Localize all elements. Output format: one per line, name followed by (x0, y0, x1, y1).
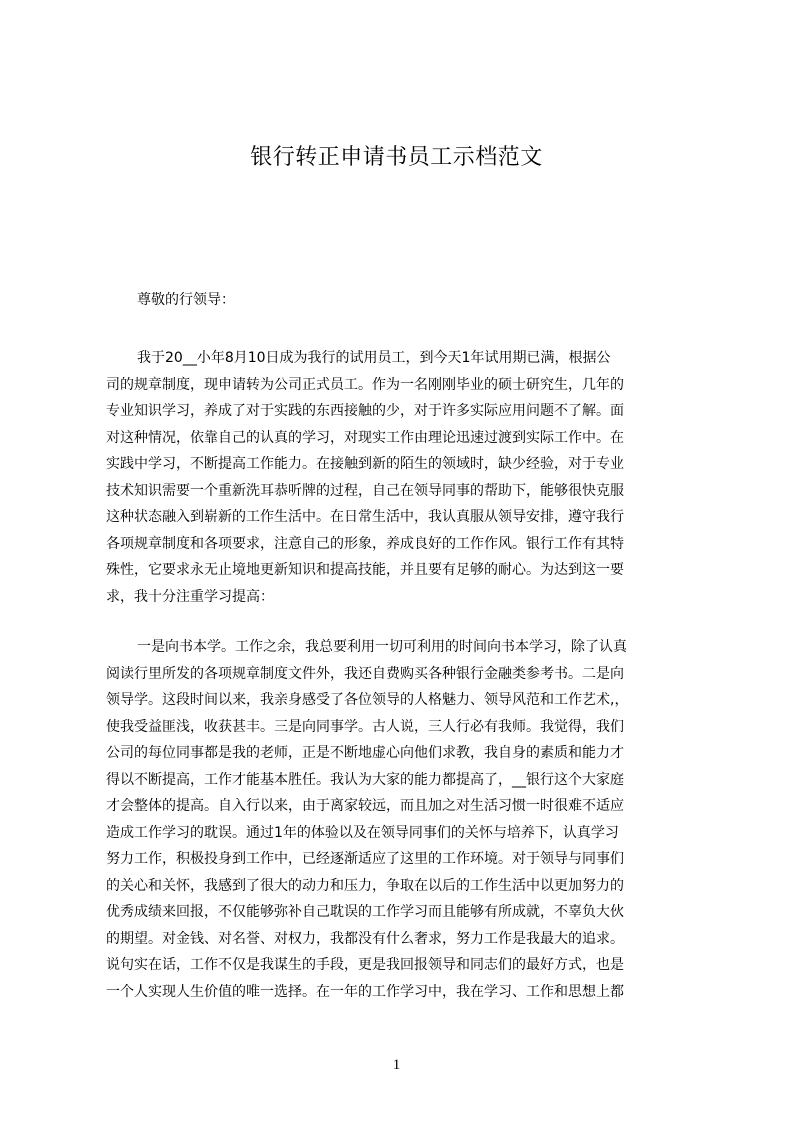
paragraph-line: 使我受益匪浅，收获甚丰。三是向同事学。古人说，三人行必有我师。我觉得，我们 (106, 718, 624, 735)
paragraph-line: 对这种情况，依靠自己的认真的学习，对现实工作由理论迅速过渡到实际工作中。在 (106, 429, 624, 446)
paragraph-line: 公司的每位同事都是我的老师，正是不断地虚心向他们求教，我自身的素质和能力才 (106, 745, 624, 761)
paragraph-line: 领导学。这段时间以来，我亲身感受了各位领导的人格魅力、领导风范和工作艺术,， (106, 692, 629, 708)
salutation: 尊敬的行领导： (137, 292, 235, 308)
page-number: 1 (392, 1057, 401, 1073)
paragraph-line: 努力工作，积极投身到工作中，已经逐渐适应了这里的工作环境。对于领导与同事们 (106, 851, 624, 867)
paragraph-line: 这种状态融入到崭新的工作生活中。在日常生活中，我认真服从领导安排，遵守我行 (106, 509, 624, 525)
paragraph-2 (106, 634, 700, 1005)
paragraph-line: 才会整体的提高。自入行以来，由于离家较远，而且加之对生活习惯一时很难不适应 (106, 798, 624, 814)
paragraph-line: 说句实在话，工作不仅是我谋生的手段，更是我回报领导和同志们的最好方式，也是 (106, 957, 624, 973)
paragraph-line: 阅读行里所发的各项规章制度文件外，我还自费购买各种银行金融类参考书。二是向 (106, 665, 624, 682)
paragraph-line: 的关心和关怀，我感到了很大的动力和压力，争取在以后的工作生活中以更加努力的 (106, 877, 624, 894)
paragraph-line: 造成工作学习的耽误。通过1年的体验以及在领导同事们的关怀与培养下，认真学习 (106, 824, 619, 841)
paragraph-line: 得以不断提高，工作才能基本胜任。我认为大家的能力都提高了，__银行这个大家庭 (106, 771, 624, 788)
paragraph-line: 我于20__小年8月10日成为我行的试用员工，到今天1年试用期已满，根据公 (137, 350, 611, 366)
paragraph-line: 一个人实现人生价值的唯一选择。在一年的工作学习中，我在学习、工作和思想上都 (106, 983, 624, 1000)
paragraph-line: 的期望。对金钱、对名誉、对权力，我都没有什么奢求，努力工作是我最大的追求。 (106, 930, 624, 947)
paragraph-line: 殊性，它要求永无止境地更新知识和提高技能，并且要有足够的耐心。为达到这一要 (106, 562, 624, 578)
paragraph-line: 司的规章制度，现申请转为公司正式员工。作为一名刚刚毕业的硕士研究生，几年的 (106, 376, 624, 393)
paragraph-line: 优秀成绩来回报，不仅能够弥补自己耽误的工作学习而且能够有所成就，不辜负大伙 (106, 904, 624, 920)
paragraph-1 (106, 345, 700, 610)
paragraph-line: 实践中学习，不断提高工作能力。在接触到新的陌生的领域时，缺少经验，对于专业 (106, 456, 624, 472)
paragraph-line: 专业知识学习，养成了对于实践的东西接触的少，对于许多实际应用问题不了解。面 (106, 403, 624, 419)
document-title: 银行转正申请书员工示档范文 (250, 145, 543, 170)
paragraph-line: 一是向书本学。工作之余，我总要利用一切可利用的时间向书本学习，除了认真 (137, 639, 627, 655)
paragraph-line: 各项规章制度和各项要求，注意自己的形象，养成良好的工作作风。银行工作有其特 (106, 535, 624, 552)
paragraph-line: 技术知识需要一个重新洗耳恭听牌的过程，自己在领导同事的帮助下，能够很快克服 (106, 482, 624, 499)
paragraph-line: 求，我十分注重学习提高： (106, 588, 274, 605)
